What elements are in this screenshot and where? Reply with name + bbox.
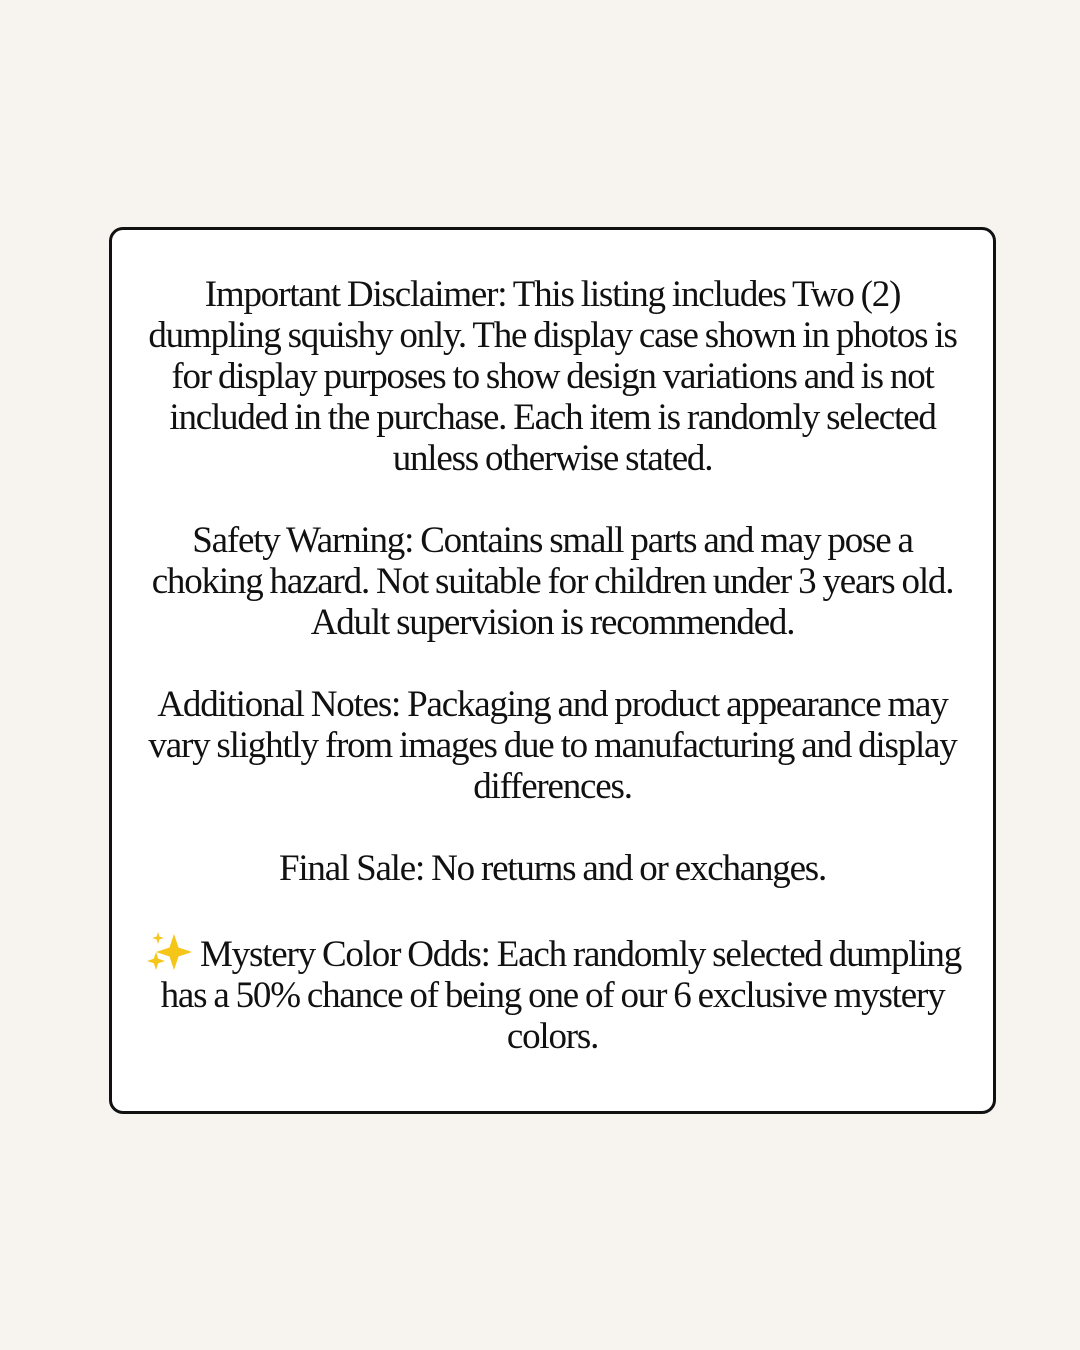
disclaimer-card (109, 227, 996, 1114)
safety-warning-text: Safety Warning: Contains small parts and may pose a choking hazard. Not suitable for children under 3 years old. Adult supervision is recommended. (151, 520, 954, 643)
important-disclaimer-text: Important Disclaimer: This listing includes Two (2) dumpling squishy only. The display case shown in photos is for display purposes to show design variations and is not included in the purchase. Each item is randomly selected unless otherwise stated. (148, 274, 957, 479)
sparkles-icon (144, 930, 194, 972)
final-sale-text: Final Sale: No returns and or exchanges. (278, 848, 827, 889)
mystery-color-odds-paragraph (138, 930, 967, 1057)
additional-notes-text: Additional Notes: Packaging and product appearance may vary slightly from images due to manufacturing and display differences. (148, 684, 957, 807)
mystery-color-odds-text: Mystery Color Odds: Each randomly selected dumpling has a 50% chance of being one of our 6 exclusive mystery colors. (160, 934, 962, 1057)
